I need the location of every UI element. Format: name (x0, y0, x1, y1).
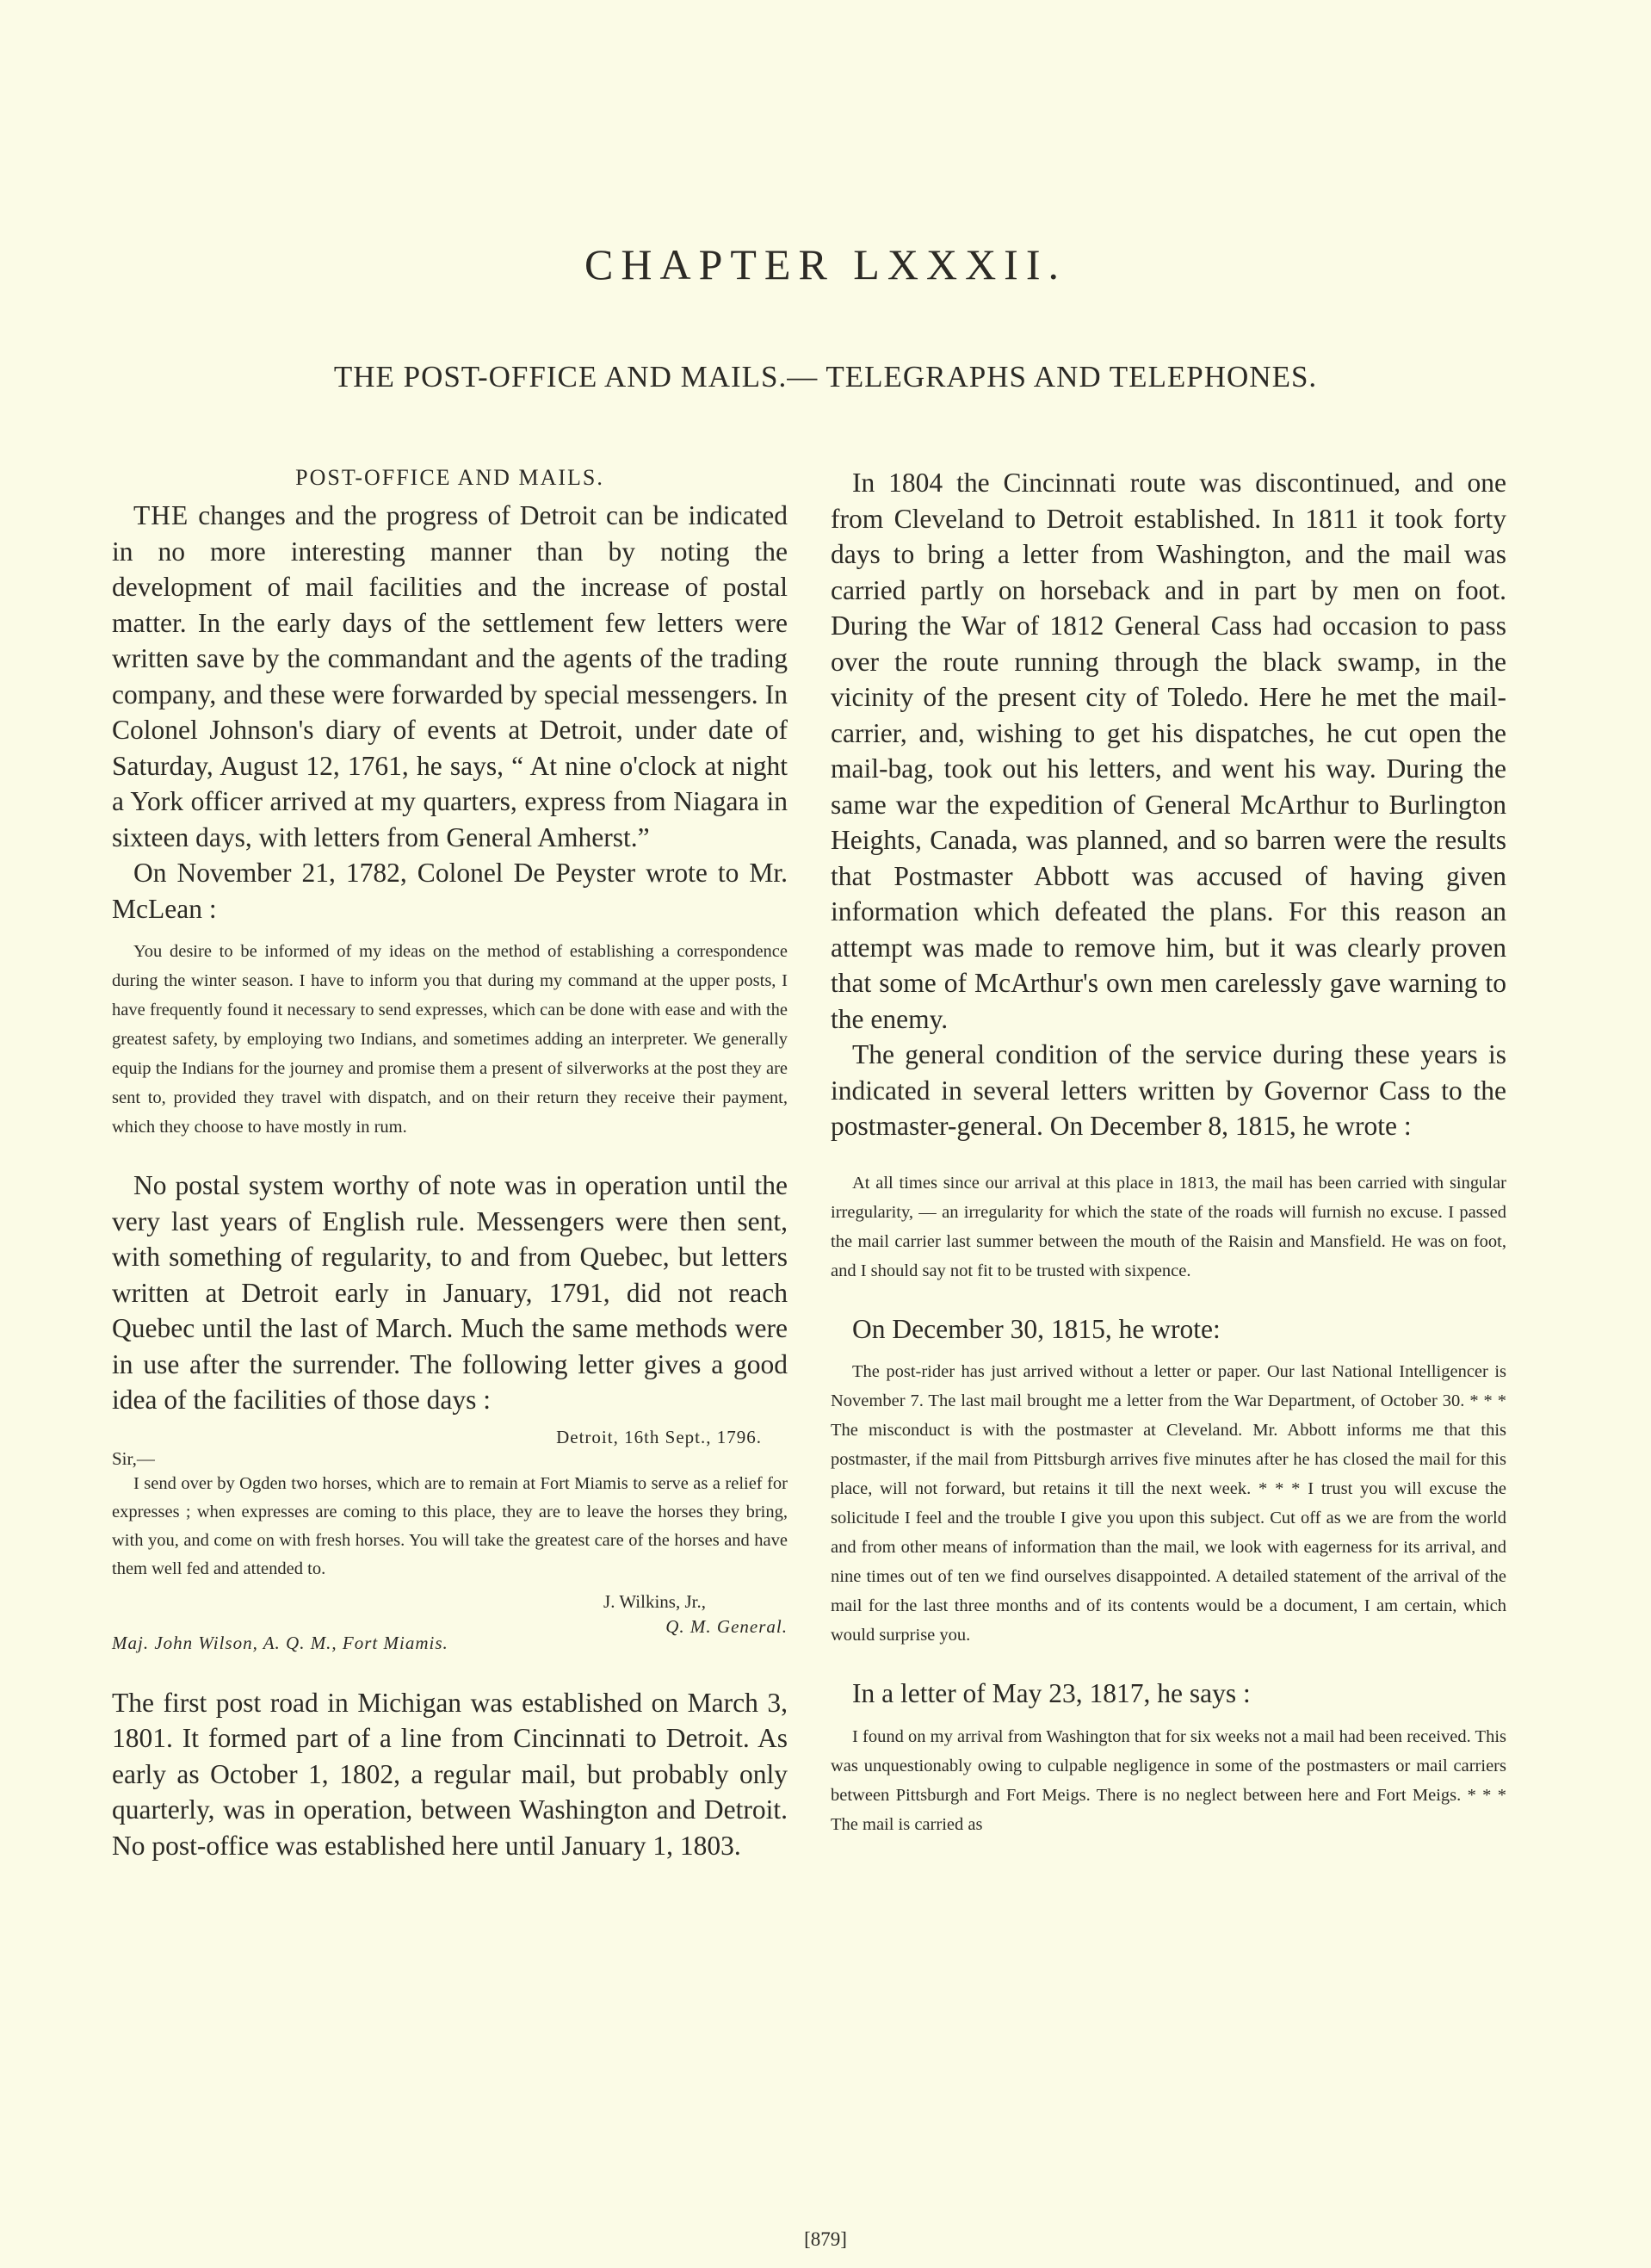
paragraph: No postal system worthy of note was in operation until the very last years of English rule. Messengers were then sent, with something of regularity, to and from Quebec, but letters written at Detroit early in January, 1791, did not reach Quebec until the last of March. Much the same methods were in use after the surrender. The following letter gives a good idea of the facilities of those days : (112, 1170, 788, 1415)
chapter-title: CHAPTER LXXXII. (584, 240, 1067, 288)
block-quote: The post-rider has just arrived without a letter or paper. Our last National Intelligencer is November 7. The last mail brought me a letter from the War Department, of October 30. * * * The misconduct is with the postmaster at Cleveland. Mr. Abbott informs me that this postmaster, if the mail from Pittsburgh arrives five minutes after he has closed the mail for this place, will not forward, but retains it till the next week. * * * I trust you will excuse the solicitude I feel and the trouble I give you upon this subject. Cut off as we are from the world and from other means of information than the mail, we look with eagerness for its arrival, and nine times out of ten we find ourselves disappointed. A detailed statement of the arrival of the mail for the last three months and of its contents would be a document, I am certain, which would surprise you. (831, 1362, 1506, 1645)
letter (112, 1427, 788, 1654)
letter-signature-title: Q. M. General. (665, 1615, 788, 1637)
paragraph (112, 498, 788, 855)
paragraph: In 1804 the Cincinnati route was discontinued, and one from Cleveland to Detroit established. In 1811 it took forty days to bring a letter from Washington, and the mail was carried partly on horseback and in part by men on foot. During the War of 1812 General Cass had occasion to pass over the route running through the black swamp, in the vicinity of the present city of Toledo. Here he met the mail-carrier, and, wishing to get his dispatches, he cut open the mail-bag, took out his letters, and went his way. During the same war the expedition of General McArthur to Burlington Heights, Canada, was planned, and so barren were the results that Postmaster Abbott was accused of having given information which defeated the plans. For this reason an attempt was made to remove him, but it was clearly proven that some of McArthur's own men carelessly gave warning to the enemy. (831, 468, 1506, 1034)
paragraph: On December 30, 1815, he wrote: (852, 1313, 1221, 1344)
left-column (112, 465, 788, 1863)
page-number: [879] (804, 2228, 847, 2250)
letter-body: I send over by Ogden two horses, which are to remain at Fort Miamis to serve as a relief for expresses ; when expresses are coming to this place, they are to leave the horses they bring, with you, and come on with fresh horses. You will take the greatest care of the horses and have them well fed and attended to. (112, 1473, 788, 1578)
paragraph: In a letter of May 23, 1817, he says : (852, 1678, 1251, 1708)
section-heading: POST-OFFICE AND MAILS. (295, 465, 604, 490)
letter-addressee: Maj. John Wilson, A. Q. M., Fort Miamis. (112, 1632, 448, 1653)
block-quote: At all times since our arrival at this place in 1813, the mail has been carried with singular irregularity, — an irregularity for which the state of the roads will furnish no excuse. I passed the mail carrier last summer between the mouth of the Raisin and Mansfield. He was on foot, and I should say not fit to be trusted with sixpence. (831, 1173, 1506, 1280)
paragraph: On November 21, 1782, Colonel De Peyster wrote to Mr. McLean : (112, 858, 788, 924)
block-quote: I found on my arrival from Washington that for six weeks not a mail had been received. This was unquestionably owing to culpable negligence in some of the postmasters or mail carriers between Pittsburgh and Fort Meigs. There is no neglect between here and Fort Meigs. * * * The mail is carried as (831, 1726, 1506, 1834)
letter-place-date: Detroit, 16th Sept., 1796. (556, 1426, 762, 1447)
paragraph: The general condition of the service during these years is indicated in several letters written by Governor Cass to the postmaster-general. On December 8, 1815, he wrote : (831, 1039, 1506, 1141)
paragraph: The first post road in Michigan was established on March 3, 1801. It formed part of a line from Cincinnati to Detroit. As early as October 1, 1802, a regular mail, but probably only quarterly, was in operation, between Washington and Detroit. No post-office was established here until January 1, 1803. (112, 1687, 788, 1861)
paragraph-text: changes and the progress of Detroit can be indicated in no more interesting manner than by noting the development of mail facilities and the increase of postal matter. In the early days of the settlement few letters were written save by the commandant and the agents of the trading company, and these were forwarded by special messengers. In Colonel Johnson's diary of events at Detroit, under date of Saturday, August 12, 1761, he says, “ At nine o'clock at night a York officer arrived at my quarters, express from Niagara in sixteen days, with letters from General Amherst.” (112, 500, 788, 852)
block-quote: You desire to be informed of my ideas on the method of establishing a correspondence during the winter season. I have to inform you that during my command at the upper posts, I have frequently found it necessary to send expresses, which can be done with ease and with the greatest safety, by employing two Indians, and sometimes adding an interpreter. We generally equip the Indians for the journey and promise them a present of silverworks at the post they are sent to, provided they travel with dispatch, and on their return they receive their payment, which they choose to have mostly in rum. (112, 942, 788, 1137)
letter-signature: J. Wilkins, Jr., (603, 1590, 706, 1612)
paragraph-lead: THE (133, 500, 189, 530)
letter-salutation: Sir,— (112, 1447, 155, 1469)
right-column (831, 465, 1506, 1851)
chapter-subtitle: THE POST-OFFICE AND MAILS.— TELEGRAPHS AND TELEPHONES. (333, 360, 1318, 393)
